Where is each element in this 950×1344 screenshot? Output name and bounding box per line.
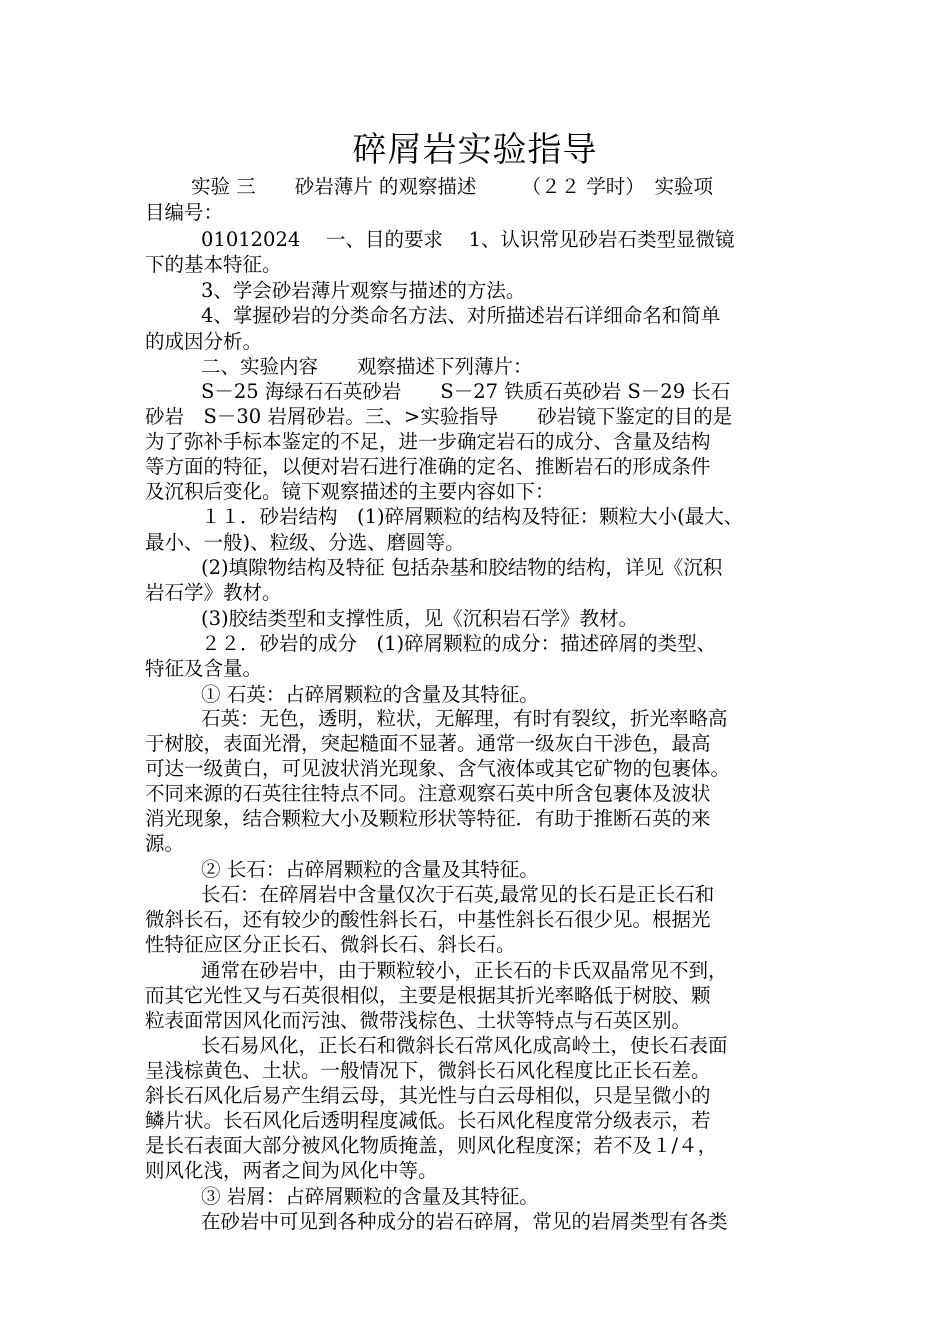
text-line: 于树胶，表面光滑，突起糙面不显著。通常一级灰白干涉色，最高 [145,732,711,755]
text-line: 石英：无色，透明，粒状，无解理，有时有裂纹，折光率略高 [201,707,728,730]
text-line: 长石易风化，正长石和微斜长石常风化成高岭土，使长石表面 [201,1034,728,1057]
text-line: 岩石学》教材。 [145,581,282,604]
text-line: 01012024 一、目的要求 1、认识常见砂岩石类型显微镜 [201,228,735,251]
text-line: 的成因分析。 [145,330,263,353]
text-line: ② 长石：占碎屑颗粒的含量及其特征。 [201,858,539,881]
text-line: 特征及含量。 [145,657,263,680]
text-line: 鳞片状。长石风化后透明程度减低。长石风化程度常分级表示，若 [145,1109,711,1132]
text-line: 为了弥补手标本鉴定的不足，进一步确定岩石的成分、含量及结构 [145,430,711,453]
text-line: 而其它光性又与石英很相似，主要是根据其折光率略低于树胶、颗 [145,984,711,1007]
text-line: 粒表面常因风化而污浊、微带浅棕色、土状等特点与石英区别。 [145,1009,692,1032]
text-line: 呈浅棕黄色、土状。一般情况下，微斜长石风化程度比正长石差。 [145,1059,711,1082]
text-line: (2)填隙物结构及特征 包括杂基和胶结物的结构，详见《沉积 [201,556,723,579]
text-line: 二、实验内容 观察描述下列薄片： [201,355,533,378]
text-line: 及沉积后变化。镜下观察描述的主要内容如下： [145,480,555,503]
text-line: ２２．砂岩的成分 (1)碎屑颗粒的成分：描述碎屑的类型、 [201,632,717,655]
text-line: ③ 岩屑：占碎屑颗粒的含量及其特征。 [201,1185,539,1208]
text-line: 性特征应区分正长石、微斜长石、斜长石。 [145,933,516,956]
text-line: 通常在砂岩中，由于颗粒较小，正长石的卡氏双晶常见不到， [201,959,728,982]
text-line: 最小、一般)、粒级、分选、磨圆等。 [145,531,465,554]
text-line: 微斜长石，还有较少的酸性斜长石，中基性斜长石很少见。根据光 [145,908,711,931]
text-line: 实验 三 砂岩薄片 的观察描述 （２２ 学时） 实验项 [191,175,714,198]
text-line: 不同来源的石英往往特点不同。注意观察石英中所含包裹体及波状 [145,782,711,805]
text-line: 消光现象，结合颗粒大小及颗粒形状等特征．有助于推断石英的来 [145,807,711,830]
document-title: 碎屑岩实验指导 [352,130,598,170]
text-line: 可达一级黄白，可见波状消光现象、含气液体或其它矿物的包裹体。 [145,757,731,780]
text-line: 斜长石风化后易产生绢云母，其光性与白云母相似，只是呈微小的 [145,1084,711,1107]
text-line: 等方面的特征，以便对岩石进行准确的定名、推断岩石的形成条件 [145,455,711,478]
text-line: 4、掌握砂岩的分类命名方法、对所描述岩石详细命名和简单 [201,304,721,327]
text-line: 在砂岩中可见到各种成分的岩石碎屑，常见的岩屑类型有各类 [201,1210,728,1233]
text-line: 长石：在碎屑岩中含量仅次于石英,最常见的长石是正长石和 [201,883,715,906]
text-line: 源。 [145,832,185,855]
text-line: １１．砂岩结构 (1)碎屑颗粒的结构及特征：颗粒大小(最大、 [201,505,744,528]
text-line: 是长石表面大部分被风化物质掩盖，则风化程度深；若不及１/４， [145,1134,718,1157]
text-line: (3)胶结类型和支撑性质，见《沉积岩石学》教材。 [201,607,639,630]
text-line: 砂岩 S－30 岩屑砂岩。三、>实验指导 砂岩镜下鉴定的目的是 [145,405,733,428]
text-line: 3、学会砂岩薄片观察与描述的方法。 [201,279,526,302]
text-line: 目编号： [145,201,224,224]
text-line: S－25 海绿石石英砂岩 S－27 铁质石英砂岩 S－29 长石 [201,380,731,403]
text-line: 则风化浅，两者之间为风化中等。 [145,1159,438,1182]
text-line: ① 石英：占碎屑颗粒的含量及其特征。 [201,683,539,706]
text-line: 下的基本特征。 [145,253,282,276]
